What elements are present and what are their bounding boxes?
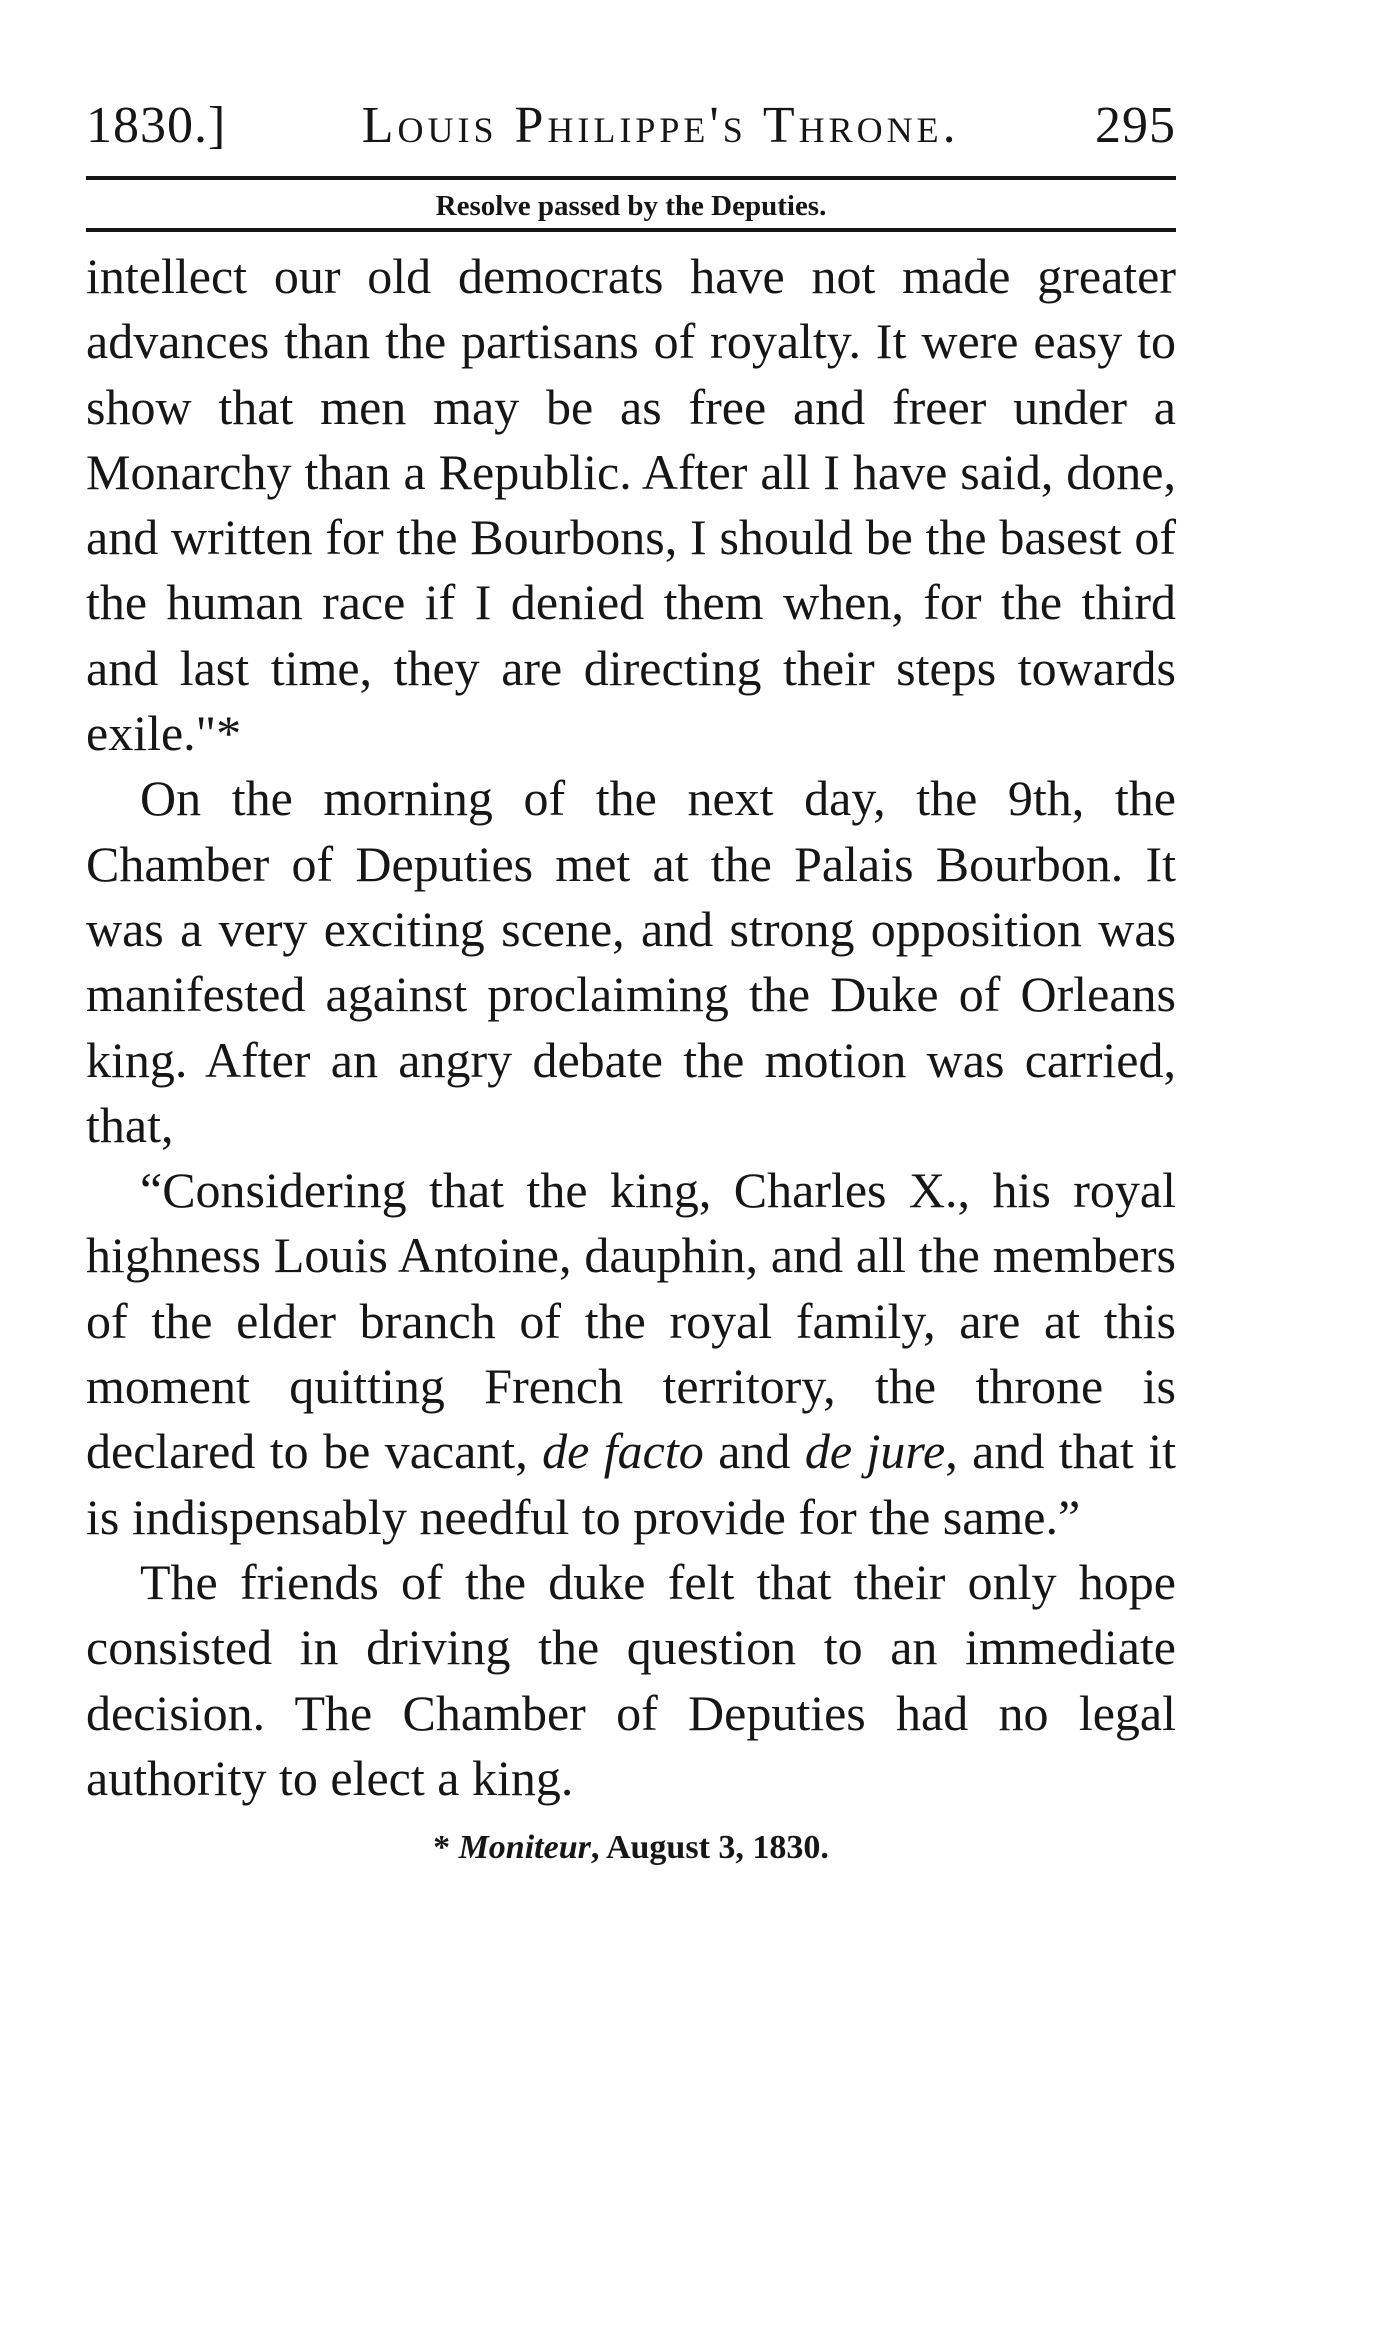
paragraph-resolution — [86, 1158, 1176, 1550]
header-year: 1830.] — [86, 97, 227, 154]
paragraph-friends: The friends of the duke felt that their only hope consisted in driving the question to an immediate decision. The Chamber of Deputies had no legal authority to elect a king. — [86, 1553, 1176, 1806]
footnote — [86, 1825, 1176, 1871]
header-title: Louis Philippe's Throne. — [361, 97, 960, 154]
resolution-text-end: , and that it is indispensably needful to provide for the same.” — [86, 1423, 1176, 1545]
resolution-italic-de-facto: de facto — [542, 1423, 704, 1480]
paragraph-morning: On the morning of the next day, the 9th, the Chamber of Deputies met at the Palais Bourbon. It was a very exciting scene, and strong opposition was manifested against proclaiming the Duke of Orleans king. After an angry debate the motion was carried, that, — [86, 770, 1176, 1153]
footnote-source: Moniteur — [458, 1829, 591, 1867]
page-number: 295 — [1094, 97, 1176, 154]
resolution-text-start: “Considering that the king, Charles X., his royal highness Louis Antoine, dauphin, and all the members of the elder branch of the royal family, are at this moment quitting French territory, the throne is declared to be vacant, — [86, 1162, 1176, 1480]
footnote-rest: , August 3, 1830. — [590, 1829, 829, 1867]
header-rule-bottom — [86, 228, 1176, 232]
body-text — [86, 244, 1176, 1811]
header-rule-top — [86, 176, 1176, 180]
running-header — [86, 96, 1176, 156]
paragraph-continued: intellect our old democrats have not made greater advances than the partisans of royalty. It were easy to show that men may be as free and freer under a Monarchy than a Republic. After all I have said, done, and written for the Bourbons, I should be the basest of the human race if I denied them when, for the third and last time, they are directing their steps towards exile."* — [86, 248, 1176, 762]
book-page — [86, 96, 1176, 1871]
footnote-marker: * — [433, 1829, 459, 1867]
section-subheading: Resolve passed by the Deputies. — [435, 190, 827, 222]
resolution-text-middle: and — [703, 1423, 805, 1480]
resolution-italic-de-jure: de jure — [804, 1423, 946, 1480]
